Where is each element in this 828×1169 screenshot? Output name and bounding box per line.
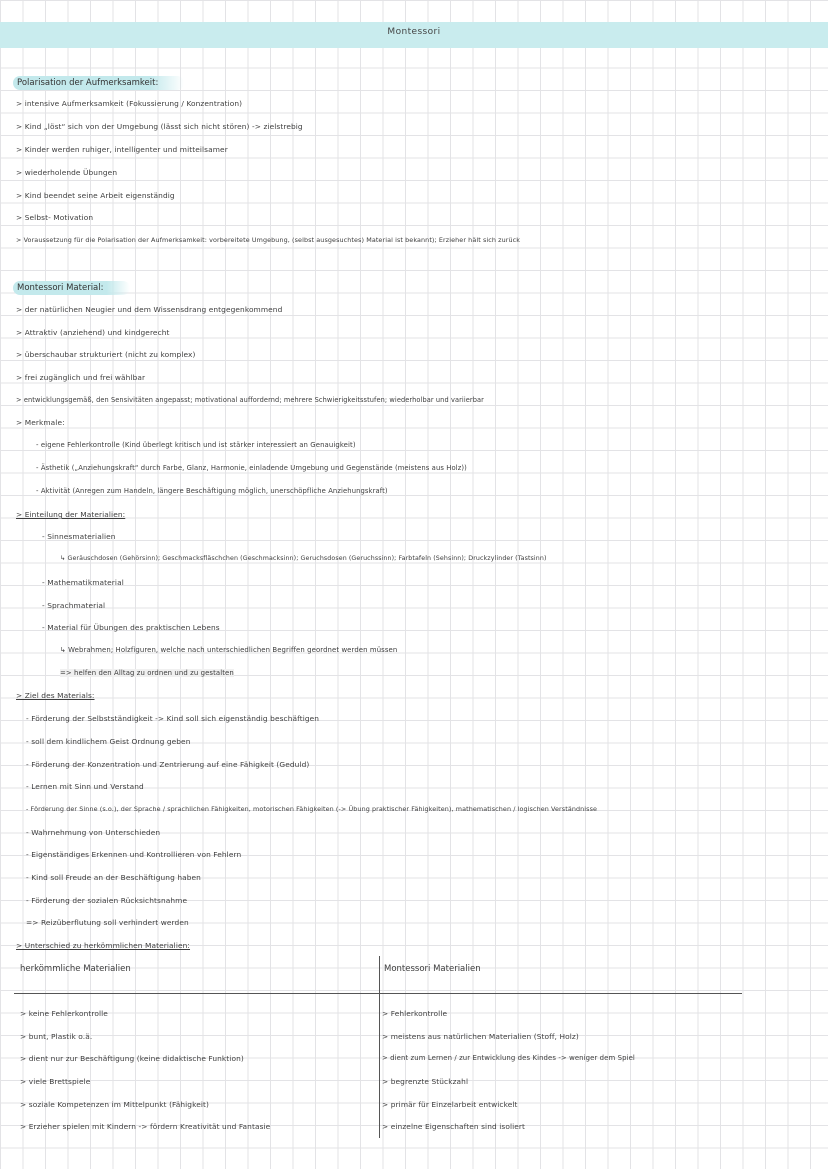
table-cell-left: > bunt, Plastik o.ä.	[20, 1032, 93, 1041]
list-item: > der natürlichen Neugier und dem Wissensdrang entgegenkommend	[16, 305, 283, 314]
list-item: - Förderung der Sinne (s.o.), der Sprache / sprachlichen Fähigkeiten, motorischen Fähigkeiten (-> Übung praktischer Fähigkeiten), mathematischen / logischen Verständnisse	[26, 805, 598, 813]
list-item: > wiederholende Übungen	[16, 168, 118, 177]
list-item: > Selbst- Motivation	[16, 213, 94, 222]
table-cell-right: > meistens aus natürlichen Materialien (Stoff, Holz)	[382, 1032, 579, 1041]
table-cell-right: > Fehlerkontrolle	[382, 1009, 448, 1018]
list-item: => helfen den Alltag zu ordnen und zu gestalten	[60, 669, 234, 677]
table-cell-right: > begrenzte Stückzahl	[382, 1077, 469, 1086]
list-item: - Sinnesmaterialien	[42, 532, 116, 541]
table-cell-left: > soziale Kompetenzen im Mittelpunkt (Fähigkeit)	[20, 1100, 209, 1109]
list-item: - Förderung der Selbstständigkeit -> Kind soll sich eigenständig beschäftigen	[26, 714, 320, 723]
list-item: - Förderung der sozialen Rücksichtsnahme	[26, 896, 188, 905]
list-item: - Ästhetik („Anziehungskraft“ durch Farbe, Glanz, Harmonie, einladende Umgebung und Gegenstände (meistens aus Holz))	[36, 464, 467, 472]
table-cell-right: > primär für Einzelarbeit entwickelt	[382, 1100, 518, 1109]
table-cell-left: > Erzieher spielen mit Kindern -> fördern Kreativität und Fantasie	[20, 1122, 271, 1131]
list-item: > Attraktiv (anziehend) und kindgerecht	[16, 328, 170, 337]
list-item: > Merkmale:	[16, 418, 65, 427]
list-item: - Kind soll Freude an der Beschäftigung haben	[26, 873, 201, 882]
list-item: - Mathematikmaterial	[42, 578, 124, 587]
list-item: ↳ Webrahmen; Holzfiguren, welche nach unterschiedlichen Begriffen geordnet werden müssen	[60, 646, 398, 654]
list-item: - Material für Übungen des praktischen Lebens	[42, 623, 220, 632]
table-cell-left: > dient nur zur Beschäftigung (keine didaktische Funktion)	[20, 1054, 244, 1063]
list-item: > entwicklungsgemäß, den Sensivitäten angepasst; motivational auffordernd; mehrere Schwierigkeitsstufen; wiederholbar und variierbar	[16, 396, 484, 404]
table-cell-right: > einzelne Eigenschaften sind isoliert	[382, 1122, 526, 1131]
list-item: - Eigenständiges Erkennen und Kontrollieren von Fehlern	[26, 850, 242, 859]
list-item: > intensive Aufmerksamkeit (Fokussierung / Konzentration)	[16, 99, 243, 108]
list-item: - Aktivität (Anregen zum Handeln, längere Beschäftigung möglich, unerschöpfliche Anziehungskraft)	[36, 487, 388, 495]
subheading-unterschied: > Unterschied zu herkömmlichen Materialien:	[16, 941, 191, 950]
list-item: - Wahrnehmung von Unterschieden	[26, 828, 161, 837]
list-item: > überschaubar strukturiert (nicht zu komplex)	[16, 350, 196, 359]
heading-material: Montessori Material:	[13, 281, 130, 295]
page-title: Montessori	[387, 27, 441, 37]
list-item: > frei zugänglich und frei wählbar	[16, 373, 146, 382]
list-item: > Kind „löst“ sich von der Umgebung (lässt sich nicht stören) -> zielstrebig	[16, 122, 303, 131]
subheading-ziel: > Ziel des Materials:	[16, 691, 95, 700]
list-item: > Kind beendet seine Arbeit eigenständig	[16, 191, 175, 200]
table-header-left: herkömmliche Materialien	[20, 964, 131, 974]
list-item: - Förderung der Konzentration und Zentrierung auf eine Fähigkeit (Geduld)	[26, 760, 310, 769]
list-item: => Reizüberflutung soll verhindert werden	[26, 918, 189, 927]
heading-polarisation: Polarisation der Aufmerksamkeit:	[13, 76, 184, 90]
table-divider-vertical	[379, 956, 380, 1138]
list-item: - Sprachmaterial	[42, 601, 106, 610]
list-item: - eigene Fehlerkontrolle (Kind überlegt kritisch und ist stärker interessiert an Genauigkeit)	[36, 441, 356, 449]
table-cell-left: > viele Brettspiele	[20, 1077, 91, 1086]
table-cell-right: > dient zum Lernen / zur Entwicklung des Kindes -> weniger dem Spiel	[382, 1054, 635, 1062]
list-item: > Kinder werden ruhiger, intelligenter und mitteilsamer	[16, 145, 228, 154]
list-item: > Voraussetzung für die Polarisation der Aufmerksamkeit: vorbereitete Umgebung, (selbst ausgesuchtes) Material ist bekannt); Erzieher hält sich zurück	[16, 236, 521, 244]
list-item: ↳ Geräuschdosen (Gehörsinn); Geschmacksfläschchen (Geschmacksinn); Geruchsdosen (Geruchssinn); Farbtafeln (Sehsinn); Druckzylinder (Tastsinn)	[60, 555, 547, 562]
table-header-right: Montessori Materialien	[384, 964, 481, 974]
list-item: - Lernen mit Sinn und Verstand	[26, 782, 144, 791]
list-item: - soll dem kindlichem Geist Ordnung geben	[26, 737, 191, 746]
table-cell-left: > keine Fehlerkontrolle	[20, 1009, 108, 1018]
table-divider-horizontal	[14, 993, 742, 994]
subheading-einteilung: > Einteilung der Materialien:	[16, 510, 126, 519]
